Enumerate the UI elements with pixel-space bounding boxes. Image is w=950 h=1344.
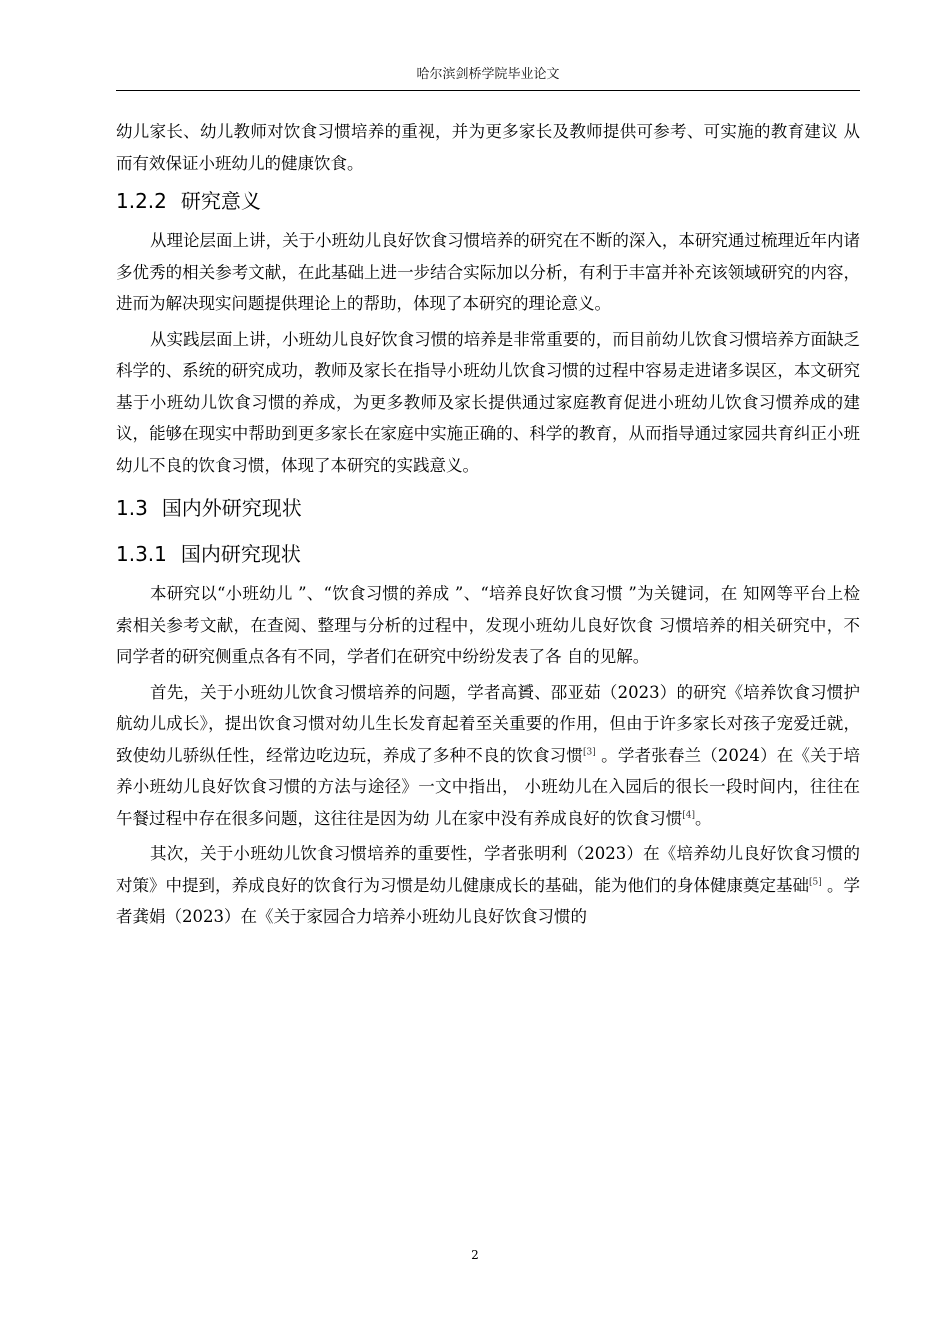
heading-number: 1.3 <box>116 496 148 520</box>
paragraph-firstly <box>116 677 860 835</box>
paragraph-text: 首先，关于小班幼儿饮食习惯培养的问题，学者高贇、邵亚茹（2023）的研究《培养饮食习惯护航幼儿成长》，提出饮食习惯对幼儿生长发育起着至关重要的作用，但由于许多家长对孩子宠爱迁就，致使幼儿骄纵任性，经常边吃边玩，养成了多种不良的饮食习惯 <box>116 682 860 765</box>
heading-number: 1.3.1 <box>116 542 167 566</box>
heading-text: 国内外研究现状 <box>161 496 302 520</box>
heading-text: 研究意义 <box>180 189 261 213</box>
header-title: 哈尔滨剑桥学院毕业论文 <box>416 67 560 82</box>
paragraph-practice-significance: 从实践层面上讲，小班幼儿良好饮食习惯的培养是非常重要的，而目前幼儿饮食习惯培养方面缺乏科学的、系统的研究成功，教师及家长在指导小班幼儿饮食习惯的过程中容易走进诸多误区，本文研究基于小班幼儿饮食习惯的养成，为更多教师及家长提供通过家庭教育促进小班幼儿饮食习惯养成的建议，能够在现实中帮助到更多家长在家庭中实施正确的、科学的教育，从而指导通过家园共育纠正小班幼儿不良的饮食习惯，体现了本研究的实践意义。 <box>116 329 860 475</box>
paragraph-text: 。学者张春兰（2024）在《关于培养小班幼儿良好饮食习惯的方法与途径》一文中指出， 小班幼儿在入园后的很长一段时间内，往往在午餐过程中存在很多问题，这往往是因为幼 儿在家中没有养成良好的饮食习惯 <box>116 745 860 828</box>
page-number: 2 <box>471 1248 479 1262</box>
heading-1-3 <box>116 488 860 528</box>
paragraph-text: 。学者龚娟（2023）在《关于家园合力培养小班幼儿良好饮食习惯的 <box>116 875 860 926</box>
paragraph-text: 其次，关于小班幼儿饮食习惯培养的重要性，学者张明利（2023）在《培养幼儿良好饮食习惯的对策》中提到，养成良好的饮食行为习惯是幼儿健康成长的基础，能为他们的身体健康奠定基础 <box>116 844 860 895</box>
citation-4: [4] <box>682 810 695 820</box>
paragraph-keywords-search: 本研究以“小班幼儿 ”、“饮食习惯的养成 ”、“培养良好饮食习惯 ”为关键词，在 知网等平台上检索相关参考文献，在查阅、整理与分析的过程中，发现小班幼儿良好饮食 习惯培养的相关研究中，不同学者的研究侧重点各有不同，学者们在研究中纷纷发表了各 自的见解。 <box>116 584 860 666</box>
citation-3: [3] <box>583 747 596 757</box>
paragraph-text: 。 <box>695 808 712 828</box>
paragraph-theory-significance: 从理论层面上讲，关于小班幼儿良好饮食习惯培养的研究在不断的深入，本研究通过梳理近年内诸多优秀的相关参考文献，在此基础上进一步结合实际加以分析，有利于丰富并补充该领域研究的内容，进而为解决现实问题提供理论上的帮助，体现了本研究的理论意义。 <box>116 231 860 313</box>
heading-1-2-2 <box>116 181 860 221</box>
citation-5: [5] <box>809 877 822 887</box>
heading-number: 1.2.2 <box>116 189 167 213</box>
paragraph-continuation: 幼儿家长、幼儿教师对饮食习惯培养的重视，并为更多家长及教师提供可参考、可实施的教育建议 从而有效保证小班幼儿的健康饮食。 <box>116 122 860 173</box>
paragraph-secondly <box>116 838 860 933</box>
page-content <box>116 116 860 933</box>
heading-text: 国内研究现状 <box>180 542 301 566</box>
page-header <box>116 62 860 91</box>
heading-1-3-1 <box>116 534 860 574</box>
